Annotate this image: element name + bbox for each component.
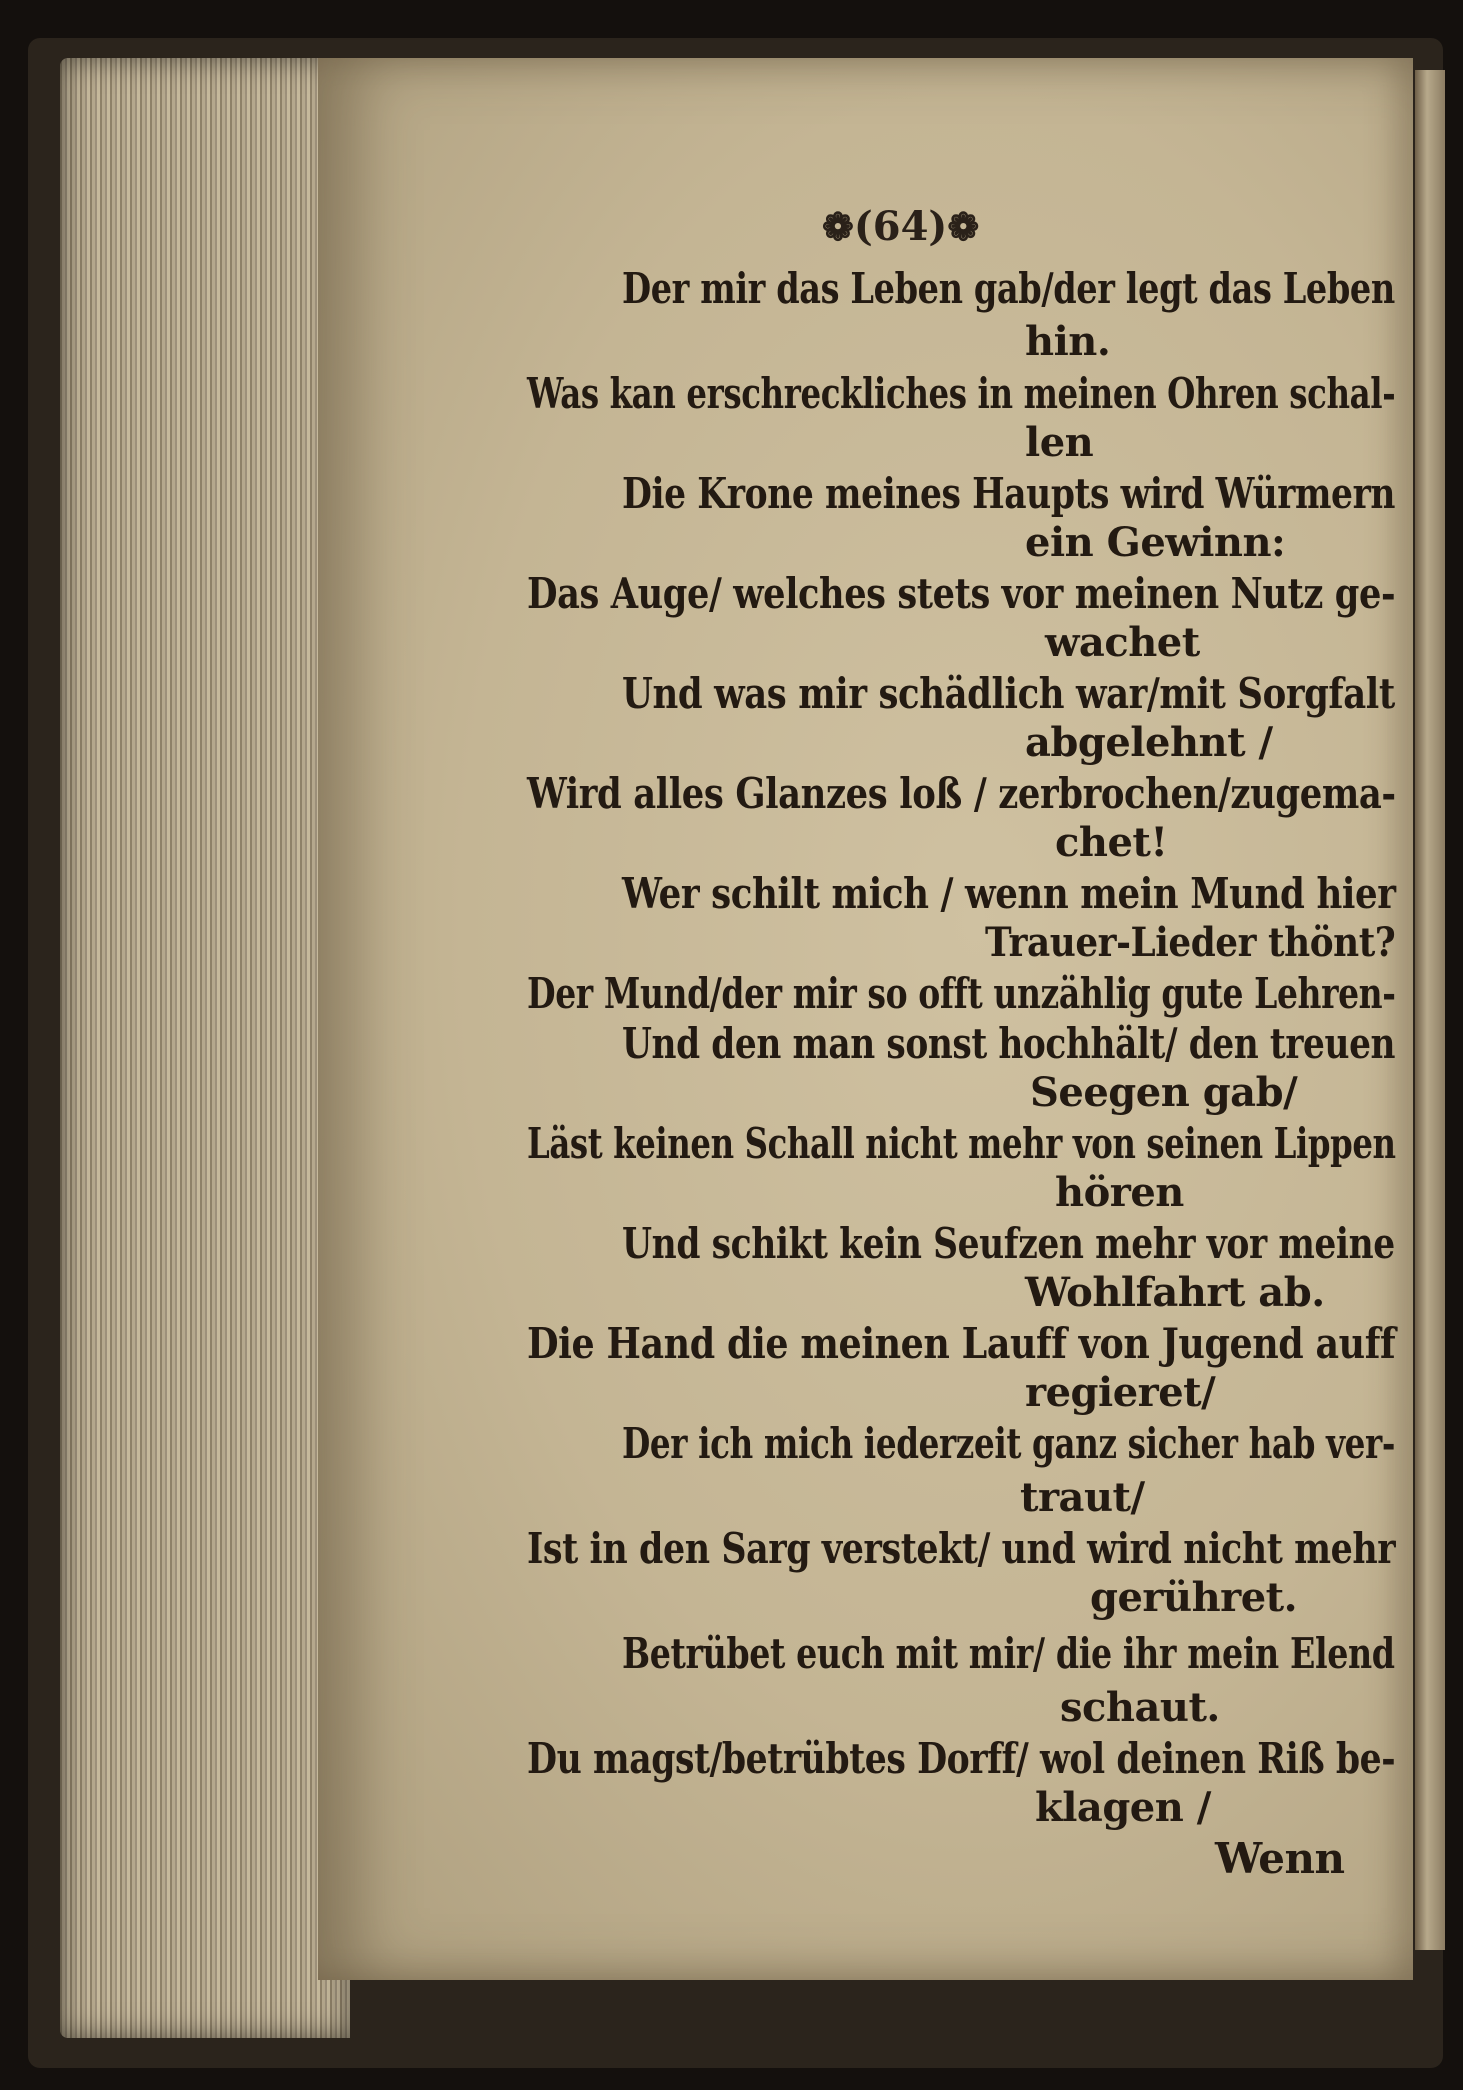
verse-line: Wer schilt mich / wenn mein Mund hier (622, 869, 1396, 918)
verse-line: Ist in den Sarg verstekt/ und wird nicht mehr (527, 1524, 1396, 1573)
verse-line: chet! (1055, 819, 1168, 866)
verse-line: traut/ (1020, 1474, 1145, 1521)
verse-line: Seegen gab/ (1030, 1069, 1298, 1116)
verse-line: len (1025, 419, 1094, 466)
ornament-left-icon: ❁ (822, 204, 854, 249)
page-header (822, 203, 979, 250)
verse-line: Läst keinen Schall nicht mehr von seinen Lippen (527, 1119, 1396, 1168)
verse-line: Trauer-Lieder thönt? (985, 919, 1396, 966)
page-edges (60, 58, 350, 2038)
verse-line: Der Mund/der mir so offt unzählig gute Lehren- (527, 969, 1396, 1018)
verse-line: schaut. (1060, 1684, 1220, 1731)
catchword: Wenn (1215, 1834, 1345, 1883)
verse-line: gerühret. (1090, 1574, 1298, 1621)
verse-line: Der ich mich iederzeit ganz sicher hab ver- (622, 1419, 1396, 1468)
page-number: (64) (853, 203, 948, 250)
verse-line: Und den man sonst hochhält/ den treuen (622, 1019, 1396, 1068)
verse-line: Der mir das Leben gab/der legt das Leben (622, 264, 1395, 313)
verse-line: Wird alles Glanzes loß / zerbrochen/zugema- (527, 769, 1396, 818)
verse-line: abgelehnt / (1025, 719, 1273, 766)
verse-line: Und schikt kein Seufzen mehr vor meine (622, 1219, 1395, 1268)
verse-line: Und was mir schädlich war/mit Sorgfalt (622, 669, 1395, 718)
verse-line: hören (1055, 1169, 1184, 1216)
verse-line: hin. (1025, 318, 1111, 365)
verse-line: Wohlfahrt ab. (1025, 1269, 1325, 1316)
ornament-right-icon: ❁ (947, 204, 980, 249)
verse-line: Die Krone meines Haupts wird Würmern (622, 469, 1396, 518)
verse-line: ein Gewinn: (1025, 519, 1286, 566)
facing-page-edge (1415, 70, 1445, 1950)
verse-line: klagen / (1035, 1784, 1211, 1831)
verse-line: Die Hand die meinen Lauff von Jugend auff (527, 1319, 1396, 1368)
verse-line: Betrübet euch mit mir/ die ihr mein Elend (622, 1629, 1395, 1678)
verse-line: wachet (1045, 619, 1200, 666)
verse-line: Das Auge/ welches stets vor meinen Nutz ge- (527, 569, 1396, 618)
verse-line: regieret/ (1025, 1369, 1216, 1416)
verse-line: Was kan erschreckliches in meinen Ohren schal- (527, 369, 1396, 418)
verse-line: Du magst/betrübtes Dorff/ wol deinen Riß be- (527, 1734, 1396, 1783)
